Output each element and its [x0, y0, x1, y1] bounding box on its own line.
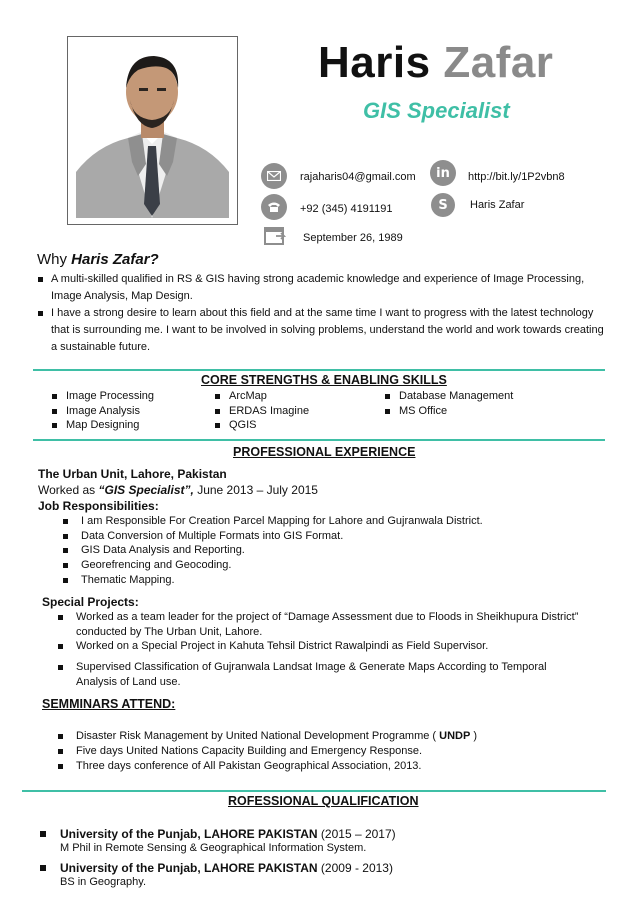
list-item: Data Conversion of Multiple Formats into GIS Format. [63, 529, 603, 544]
section-divider [33, 439, 605, 441]
section-divider [22, 790, 606, 792]
list-item [40, 826, 600, 842]
list-item: Worked on a Special Project in Kahuta Tehsil District Rawalpindi as Field Supervisor. [58, 639, 588, 654]
list-item: GIS Data Analysis and Reporting. [63, 543, 603, 558]
worked-as-line [38, 483, 318, 497]
why-prefix: Why [37, 251, 67, 268]
list-item: Three days conference of All Pakistan Geographical Association, 2013. [58, 759, 588, 774]
list-item: I am Responsible For Creation Parcel Mapping for Lahore and Gujranwala District. [63, 514, 603, 529]
projects-list [58, 610, 588, 639]
why-name: Haris Zafar? [71, 251, 159, 268]
list-item: ArcMap [215, 389, 309, 404]
experience-heading: PROFESSIONAL EXPERIENCE [233, 445, 416, 459]
projects-list-3 [58, 660, 588, 689]
worked-as-label: Worked as [38, 483, 96, 497]
list-item: Image Analysis [52, 404, 154, 419]
linkedin-url[interactable]: http://bit.ly/1P2vbn8 [468, 171, 565, 183]
list-item: Thematic Mapping. [63, 573, 603, 588]
skills-column-1 [52, 389, 154, 433]
calendar-icon [264, 225, 286, 245]
list-item: Database Management [385, 389, 513, 404]
job-title: GIS Specialist [363, 98, 510, 123]
phone-text: +92 (345) 4191191 [300, 203, 393, 215]
why-heading [37, 251, 159, 268]
skills-heading: CORE STRENGTHS & ENABLING SKILLS [201, 373, 447, 387]
qualification-list [40, 826, 600, 842]
skype-name: Haris Zafar [470, 199, 525, 211]
list-item: ERDAS Imagine [215, 404, 309, 419]
study-years: (2009 - 2013) [320, 861, 393, 875]
qualification-list-2 [40, 860, 600, 876]
profile-photo [76, 44, 229, 218]
qualification-heading: ROFESSIONAL QUALIFICATION [228, 794, 419, 808]
list-item: QGIS [215, 418, 309, 433]
candidate-name [318, 38, 553, 88]
skills-column-2 [215, 389, 309, 433]
list-item: Supervised Classification of Gujranwala Landsat Image & Generate Maps According to Temporal Analysis of Land use. [58, 660, 588, 689]
seminars-heading: SEMMINARS ATTEND: [42, 697, 176, 711]
first-name: Haris [318, 38, 431, 87]
list-item: I have a strong desire to learn about this field and at the same time I want to progress with the latest technology that is surrounding me. I want to be involved in solving problems, understand the world and work towards creating a sustainable future. [38, 305, 610, 356]
institution-name: University of the Punjab, LAHORE PAKISTAN [60, 827, 318, 841]
seminar-1-end: ) [473, 730, 478, 742]
responsibilities-list [63, 514, 603, 588]
email-icon [261, 163, 287, 189]
why-list [38, 271, 610, 356]
list-item: Worked as a team leader for the project of “Damage Assessment due to Floods in Sheikhupura District” conducted by The Urban Unit, Lahore. [58, 610, 588, 639]
seminar-1-org: UNDP [439, 730, 471, 742]
seminar-1-text: Disaster Risk Management by United National Development Programme ( [76, 730, 437, 742]
profile-photo-frame [67, 36, 238, 225]
role-name: “GIS Specialist”, [98, 483, 194, 497]
portrait-illustration [76, 44, 229, 218]
skype-icon[interactable]: S [431, 193, 455, 217]
degree-name: M Phil in Remote Sensing & Geographical Information System. [60, 842, 367, 854]
projects-list-2 [58, 639, 588, 654]
work-period: June 2013 – July 2015 [197, 483, 318, 497]
list-item [58, 729, 588, 744]
list-item: MS Office [385, 404, 513, 419]
seminars-list [58, 729, 588, 774]
degree-name: BS in Geography. [60, 876, 147, 888]
projects-heading: Special Projects: [42, 595, 139, 609]
birth-date-text: September 26, 1989 [303, 232, 403, 244]
study-years: (2015 – 2017) [320, 827, 396, 841]
responsibilities-heading: Job Responsibilities: [38, 499, 159, 513]
linkedin-icon[interactable]: in [430, 160, 456, 186]
list-item: A multi-skilled qualified in RS & GIS having strong academic knowledge and experience of Image Processing, Image Analysis, Map Design. [38, 271, 610, 305]
list-item: Image Processing [52, 389, 154, 404]
section-divider [33, 369, 605, 371]
skills-column-3 [385, 389, 513, 418]
phone-icon [261, 194, 287, 220]
list-item: Georefrencing and Geocoding. [63, 558, 603, 573]
email-text[interactable]: rajaharis04@gmail.com [300, 171, 416, 183]
list-item: Five days United Nations Capacity Building and Emergency Response. [58, 744, 588, 759]
list-item: Map Designing [52, 418, 154, 433]
last-name: Zafar [443, 38, 554, 87]
list-item [40, 860, 600, 876]
institution-name: University of the Punjab, LAHORE PAKISTAN [60, 861, 318, 875]
employer-name: The Urban Unit, Lahore, Pakistan [38, 467, 227, 481]
